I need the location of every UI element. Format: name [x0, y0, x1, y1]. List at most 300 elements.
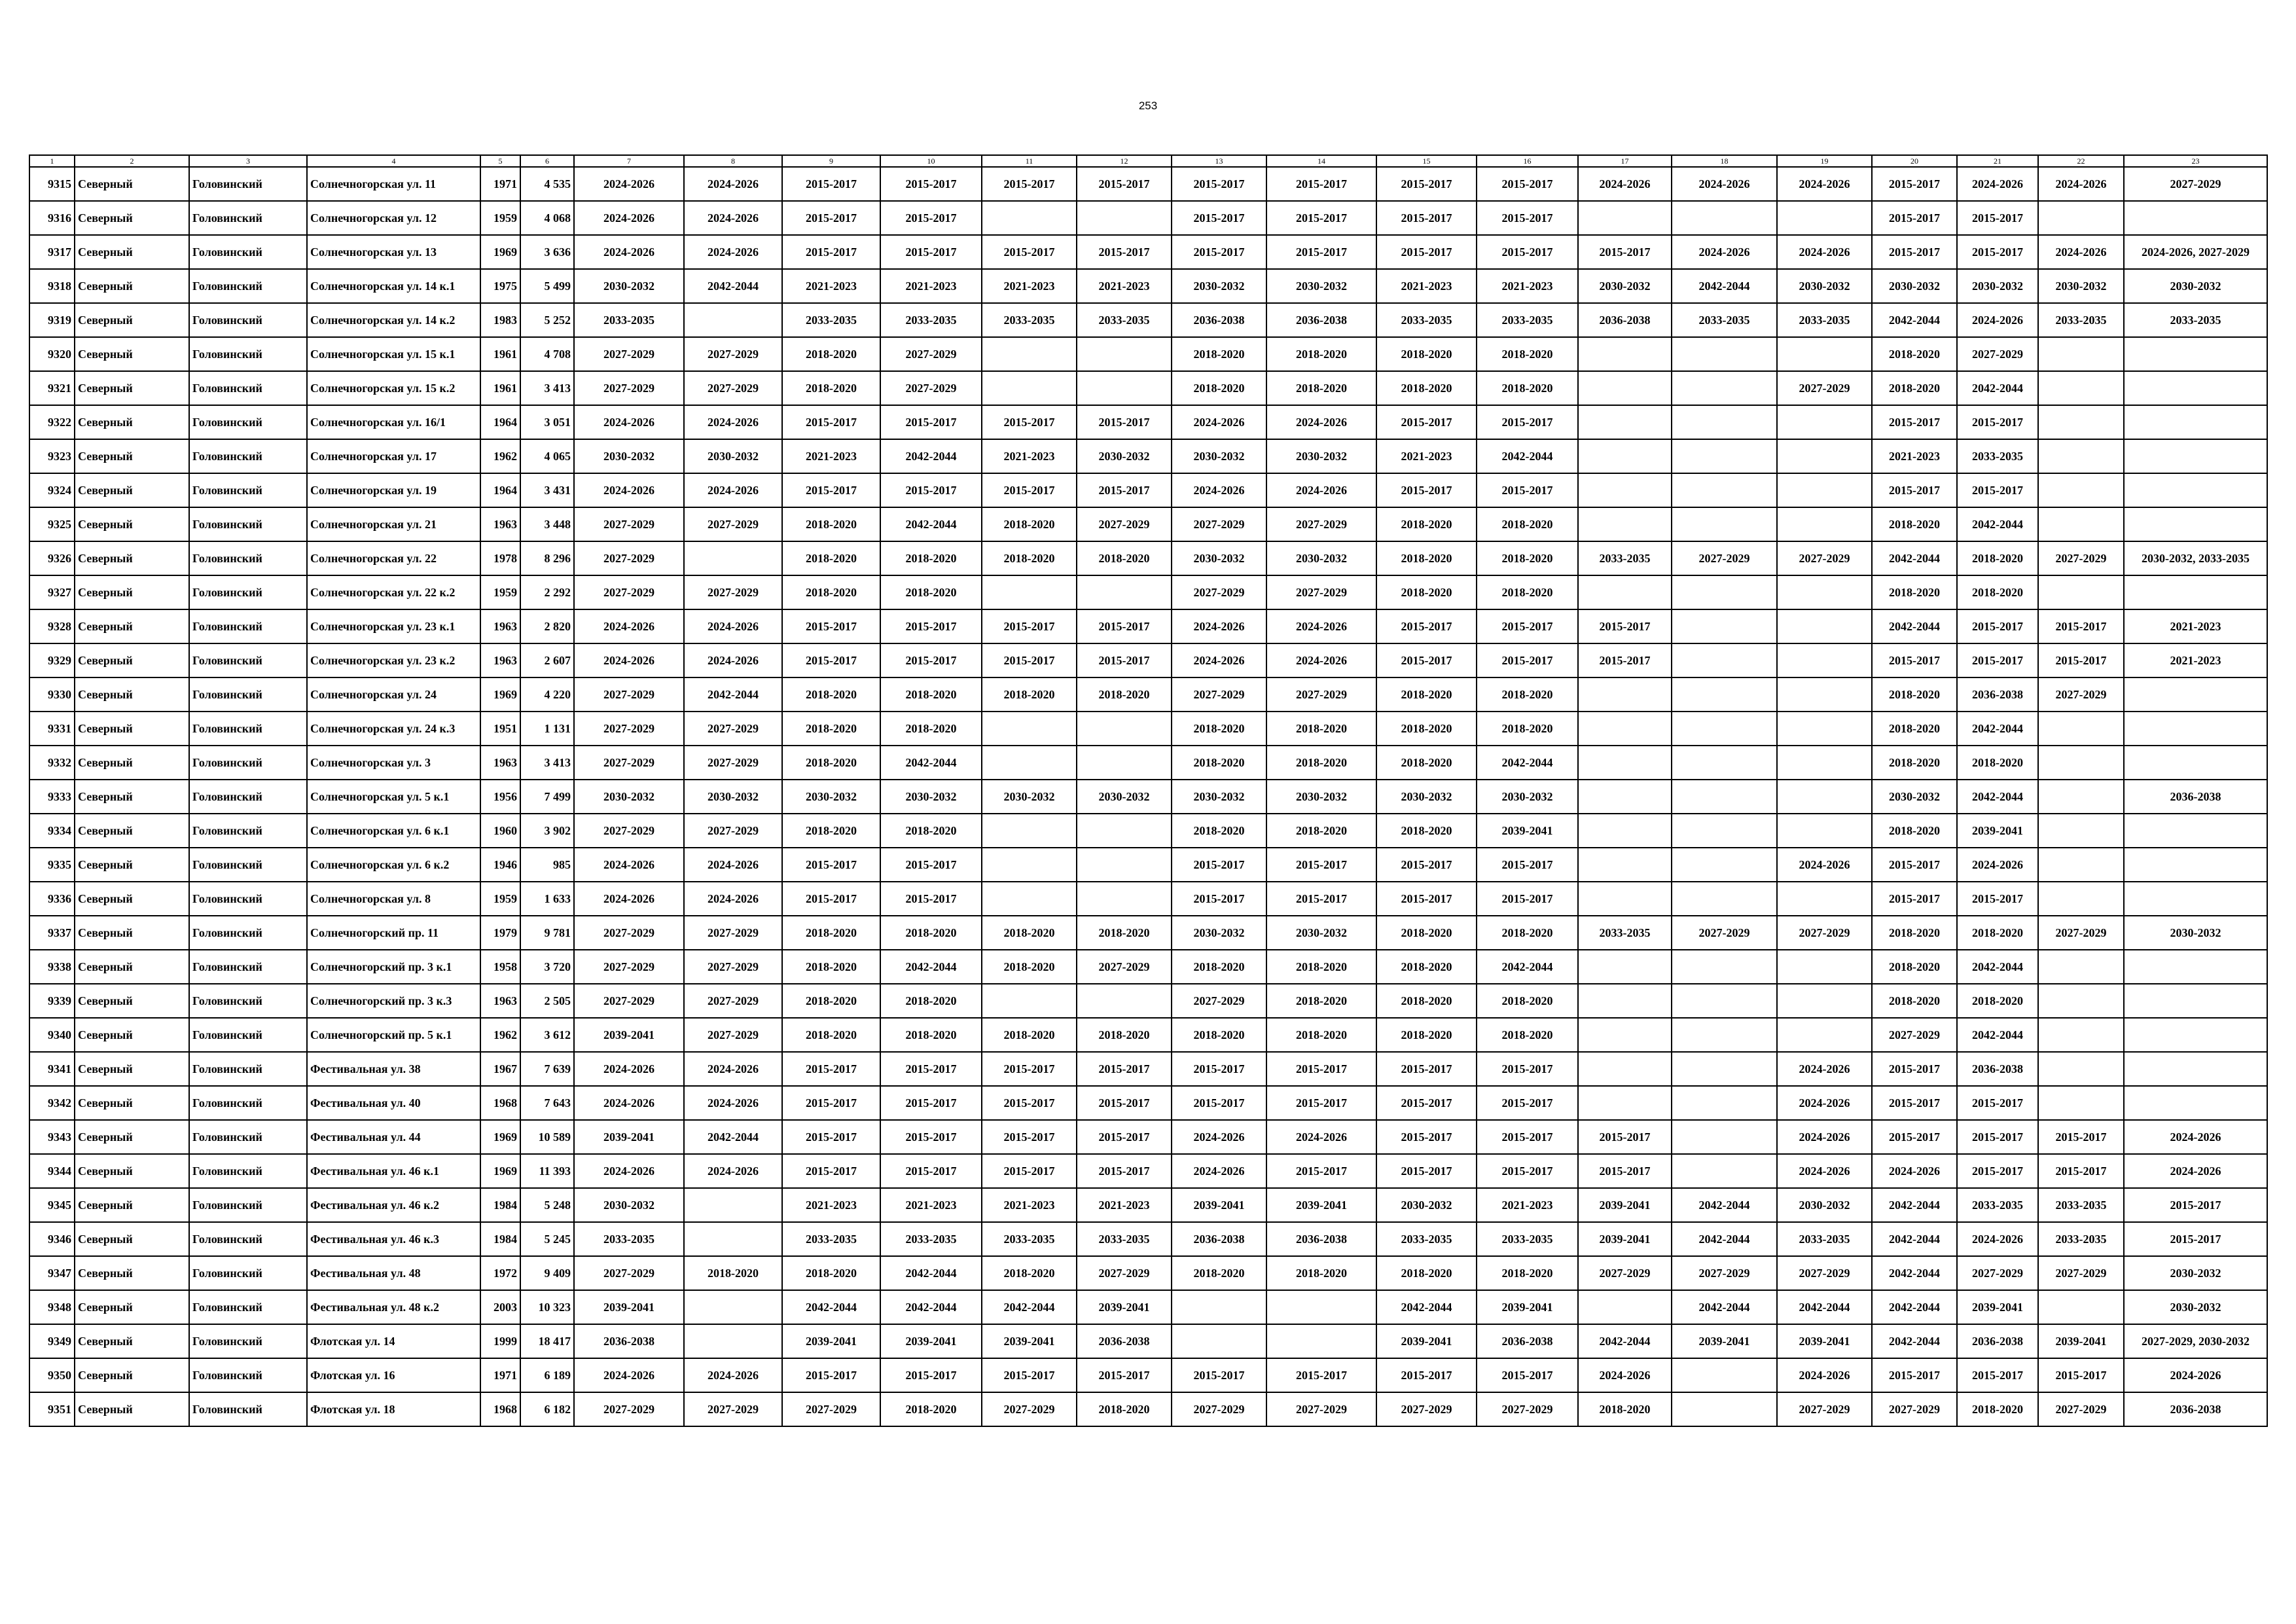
cell-build-year: 1959: [480, 575, 520, 609]
cell-period-17: [1578, 746, 1672, 780]
table-row: [29, 1290, 2267, 1324]
cell-address: Солнечногорская ул. 13: [307, 235, 480, 269]
cell-period-16: 2015-2017: [1477, 643, 1578, 677]
cell-row-number: 9347: [29, 1256, 75, 1290]
cell-period-10: 2015-2017: [880, 473, 982, 507]
cell-period-18: 2042-2044: [1672, 1222, 1777, 1256]
cell-period-19: [1777, 507, 1872, 541]
cell-period-18: 2024-2026: [1672, 235, 1777, 269]
cell-municipality: Головинский: [189, 507, 307, 541]
cell-build-year: 1968: [480, 1086, 520, 1120]
cell-row-number: 9323: [29, 439, 75, 473]
cell-period-13: 2018-2020: [1172, 950, 1266, 984]
cell-row-number: 9332: [29, 746, 75, 780]
cell-address: Солнечногорская ул. 5 к.1: [307, 780, 480, 814]
cell-period-16: 2033-2035: [1477, 1222, 1578, 1256]
cell-address: Солнечногорская ул. 22: [307, 541, 480, 575]
cell-period-14: 2015-2017: [1266, 1052, 1376, 1086]
cell-period-21: 2036-2038: [1957, 1052, 2038, 1086]
cell-period-19: [1777, 201, 1872, 235]
cell-period-16: 2015-2017: [1477, 235, 1578, 269]
cell-period-10: 2042-2044: [880, 1290, 982, 1324]
cell-address: Солнечногорская ул. 17: [307, 439, 480, 473]
table-row: [29, 643, 2267, 677]
cell-period-15: 2015-2017: [1376, 882, 1477, 916]
cell-period-21: 2015-2017: [1957, 235, 2038, 269]
table-row: [29, 746, 2267, 780]
cell-period-17: 2018-2020: [1578, 1392, 1672, 1426]
table-row: [29, 1256, 2267, 1290]
cell-period-21: 2018-2020: [1957, 541, 2038, 575]
cell-area: 3 413: [520, 371, 574, 405]
cell-period-9: 2027-2029: [782, 1392, 880, 1426]
cell-build-year: 1984: [480, 1222, 520, 1256]
cell-build-year: 1962: [480, 439, 520, 473]
cell-build-year: 1963: [480, 609, 520, 643]
cell-area: 985: [520, 848, 574, 882]
cell-period-8: 2024-2026: [684, 1154, 782, 1188]
cell-address: Фестивальная ул. 48 к.2: [307, 1290, 480, 1324]
cell-period-13: 2030-2032: [1172, 916, 1266, 950]
cell-period-13: 2030-2032: [1172, 780, 1266, 814]
cell-period-15: 2018-2020: [1376, 916, 1477, 950]
cell-address: Солнечногорская ул. 24 к.3: [307, 712, 480, 746]
cell-period-8: 2018-2020: [684, 1256, 782, 1290]
cell-period-23: 2024-2026: [2124, 1120, 2267, 1154]
cell-period-9: 2015-2017: [782, 167, 880, 201]
cell-period-21: 2024-2026: [1957, 848, 2038, 882]
cell-period-12: 2015-2017: [1077, 473, 1172, 507]
cell-district: Северный: [75, 235, 189, 269]
cell-period-21: 2042-2044: [1957, 712, 2038, 746]
cell-period-16: 2015-2017: [1477, 1052, 1578, 1086]
cell-address: Солнечногорский пр. 5 к.1: [307, 1018, 480, 1052]
table-row: [29, 371, 2267, 405]
cell-area: 3 612: [520, 1018, 574, 1052]
cell-period-14: 2030-2032: [1266, 269, 1376, 303]
cell-period-12: 2030-2032: [1077, 780, 1172, 814]
cell-period-13: 2024-2026: [1172, 643, 1266, 677]
cell-period-8: 2027-2029: [684, 1018, 782, 1052]
cell-period-19: [1777, 950, 1872, 984]
cell-period-11: 2015-2017: [982, 609, 1077, 643]
cell-period-8: [684, 1290, 782, 1324]
cell-period-11: 2018-2020: [982, 1018, 1077, 1052]
cell-district: Северный: [75, 337, 189, 371]
cell-period-21: 2018-2020: [1957, 1392, 2038, 1426]
cell-build-year: 2003: [480, 1290, 520, 1324]
column-number-18: 18: [1672, 155, 1777, 167]
cell-municipality: Головинский: [189, 337, 307, 371]
table-row: [29, 1222, 2267, 1256]
cell-district: Северный: [75, 712, 189, 746]
table-row: [29, 201, 2267, 235]
cell-period-21: 2030-2032: [1957, 269, 2038, 303]
cell-period-18: [1672, 677, 1777, 712]
cell-area: 3 720: [520, 950, 574, 984]
cell-period-11: 2015-2017: [982, 1358, 1077, 1392]
cell-period-10: 2015-2017: [880, 1358, 982, 1392]
table-row: [29, 677, 2267, 712]
cell-period-11: 2033-2035: [982, 303, 1077, 337]
cell-period-14: 2018-2020: [1266, 337, 1376, 371]
cell-period-23: 2027-2029: [2124, 167, 2267, 201]
cell-build-year: 1969: [480, 1120, 520, 1154]
cell-build-year: 1983: [480, 303, 520, 337]
cell-district: Северный: [75, 780, 189, 814]
cell-period-14: 2024-2026: [1266, 473, 1376, 507]
cell-period-8: [684, 1188, 782, 1222]
cell-district: Северный: [75, 1188, 189, 1222]
cell-period-21: 2015-2017: [1957, 1358, 2038, 1392]
cell-municipality: Головинский: [189, 303, 307, 337]
cell-period-16: 2015-2017: [1477, 882, 1578, 916]
cell-period-7: 2024-2026: [574, 1154, 684, 1188]
cell-period-22: [2038, 848, 2124, 882]
cell-municipality: Головинский: [189, 1018, 307, 1052]
cell-period-21: 2018-2020: [1957, 746, 2038, 780]
cell-period-17: [1578, 984, 1672, 1018]
cell-period-16: 2018-2020: [1477, 1256, 1578, 1290]
cell-period-22: 2027-2029: [2038, 916, 2124, 950]
cell-period-22: [2038, 950, 2124, 984]
column-number-8: 8: [684, 155, 782, 167]
cell-period-17: [1578, 780, 1672, 814]
cell-period-19: 2024-2026: [1777, 1358, 1872, 1392]
cell-row-number: 9317: [29, 235, 75, 269]
cell-period-13: 2015-2017: [1172, 882, 1266, 916]
cell-period-19: [1777, 677, 1872, 712]
cell-period-13: 2018-2020: [1172, 1018, 1266, 1052]
cell-period-11: [982, 882, 1077, 916]
cell-period-23: 2021-2023: [2124, 609, 2267, 643]
cell-period-12: 2027-2029: [1077, 1256, 1172, 1290]
cell-period-22: [2038, 473, 2124, 507]
cell-period-8: 2027-2029: [684, 984, 782, 1018]
cell-period-9: 2015-2017: [782, 1086, 880, 1120]
cell-row-number: 9338: [29, 950, 75, 984]
cell-period-19: [1777, 712, 1872, 746]
cell-municipality: Головинский: [189, 1256, 307, 1290]
cell-period-18: 2027-2029: [1672, 916, 1777, 950]
cell-period-12: 2015-2017: [1077, 1120, 1172, 1154]
cell-period-23: [2124, 950, 2267, 984]
cell-period-10: 2018-2020: [880, 677, 982, 712]
cell-row-number: 9315: [29, 167, 75, 201]
cell-area: 9 781: [520, 916, 574, 950]
cell-period-9: 2018-2020: [782, 712, 880, 746]
cell-period-9: 2015-2017: [782, 473, 880, 507]
cell-period-20: 2027-2029: [1872, 1018, 1957, 1052]
cell-period-7: 2036-2038: [574, 1324, 684, 1358]
cell-period-12: 2015-2017: [1077, 167, 1172, 201]
cell-area: 7 643: [520, 1086, 574, 1120]
cell-district: Северный: [75, 609, 189, 643]
cell-period-13: 2018-2020: [1172, 746, 1266, 780]
cell-period-22: 2039-2041: [2038, 1324, 2124, 1358]
cell-municipality: Головинский: [189, 371, 307, 405]
cell-period-8: 2027-2029: [684, 712, 782, 746]
cell-period-8: 2027-2029: [684, 814, 782, 848]
cell-address: Фестивальная ул. 44: [307, 1120, 480, 1154]
cell-period-14: [1266, 1324, 1376, 1358]
cell-period-15: 2027-2029: [1376, 1392, 1477, 1426]
cell-period-18: 2027-2029: [1672, 1256, 1777, 1290]
cell-period-8: 2024-2026: [684, 882, 782, 916]
cell-period-14: 2024-2026: [1266, 405, 1376, 439]
column-number-19: 19: [1777, 155, 1872, 167]
cell-period-16: 2015-2017: [1477, 848, 1578, 882]
building-repair-schedule-table: [29, 154, 2268, 1427]
cell-period-8: 2024-2026: [684, 848, 782, 882]
cell-municipality: Головинский: [189, 916, 307, 950]
cell-period-17: 2015-2017: [1578, 235, 1672, 269]
cell-period-7: 2033-2035: [574, 1222, 684, 1256]
cell-period-22: [2038, 371, 2124, 405]
cell-address: Фестивальная ул. 46 к.2: [307, 1188, 480, 1222]
cell-period-18: [1672, 575, 1777, 609]
cell-period-14: 2036-2038: [1266, 303, 1376, 337]
cell-period-20: 2015-2017: [1872, 405, 1957, 439]
cell-period-9: 2018-2020: [782, 541, 880, 575]
cell-period-14: 2015-2017: [1266, 235, 1376, 269]
cell-period-16: 2015-2017: [1477, 201, 1578, 235]
cell-area: 3 431: [520, 473, 574, 507]
cell-period-13: 2015-2017: [1172, 167, 1266, 201]
cell-period-15: 2042-2044: [1376, 1290, 1477, 1324]
cell-period-8: 2024-2026: [684, 473, 782, 507]
cell-period-7: 2024-2026: [574, 882, 684, 916]
cell-period-21: 2018-2020: [1957, 575, 2038, 609]
table-row: [29, 303, 2267, 337]
cell-district: Северный: [75, 167, 189, 201]
cell-period-15: 2018-2020: [1376, 575, 1477, 609]
cell-period-22: 2015-2017: [2038, 609, 2124, 643]
cell-period-16: 2015-2017: [1477, 1358, 1578, 1392]
cell-row-number: 9343: [29, 1120, 75, 1154]
cell-period-15: 2015-2017: [1376, 1086, 1477, 1120]
cell-municipality: Головинский: [189, 1188, 307, 1222]
cell-area: 1 131: [520, 712, 574, 746]
cell-period-11: 2015-2017: [982, 1120, 1077, 1154]
cell-period-14: 2024-2026: [1266, 1120, 1376, 1154]
cell-period-21: 2015-2017: [1957, 1086, 2038, 1120]
cell-district: Северный: [75, 1358, 189, 1392]
cell-period-9: 2018-2020: [782, 746, 880, 780]
cell-period-21: 2027-2029: [1957, 1256, 2038, 1290]
cell-period-17: 2015-2017: [1578, 609, 1672, 643]
cell-period-11: 2015-2017: [982, 1052, 1077, 1086]
cell-period-22: [2038, 984, 2124, 1018]
cell-area: 2 820: [520, 609, 574, 643]
table-row: [29, 780, 2267, 814]
cell-period-20: 2015-2017: [1872, 1086, 1957, 1120]
cell-period-18: 2042-2044: [1672, 1188, 1777, 1222]
table-row: [29, 848, 2267, 882]
cell-period-9: 2018-2020: [782, 337, 880, 371]
cell-municipality: Головинский: [189, 984, 307, 1018]
cell-period-8: 2042-2044: [684, 1120, 782, 1154]
cell-row-number: 9329: [29, 643, 75, 677]
column-number-5: 5: [480, 155, 520, 167]
cell-period-20: 2015-2017: [1872, 167, 1957, 201]
cell-period-10: 2015-2017: [880, 882, 982, 916]
cell-address: Солнечногорская ул. 15 к.1: [307, 337, 480, 371]
cell-area: 4 068: [520, 201, 574, 235]
cell-build-year: 1964: [480, 405, 520, 439]
cell-period-13: 2015-2017: [1172, 1086, 1266, 1120]
cell-period-11: [982, 746, 1077, 780]
cell-period-15: 2018-2020: [1376, 814, 1477, 848]
cell-municipality: Головинский: [189, 950, 307, 984]
cell-period-15: 2018-2020: [1376, 1256, 1477, 1290]
cell-period-9: 2018-2020: [782, 677, 880, 712]
cell-period-14: 2015-2017: [1266, 882, 1376, 916]
cell-address: Солнечногорский пр. 3 к.3: [307, 984, 480, 1018]
cell-build-year: 1972: [480, 1256, 520, 1290]
cell-period-15: 2015-2017: [1376, 167, 1477, 201]
column-number-9: 9: [782, 155, 880, 167]
cell-address: Солнечногорская ул. 15 к.2: [307, 371, 480, 405]
cell-period-7: 2039-2041: [574, 1018, 684, 1052]
cell-period-10: 2015-2017: [880, 1154, 982, 1188]
cell-period-15: 2033-2035: [1376, 303, 1477, 337]
cell-period-17: [1578, 1052, 1672, 1086]
cell-period-22: [2038, 405, 2124, 439]
cell-period-19: 2024-2026: [1777, 1120, 1872, 1154]
cell-period-8: 2030-2032: [684, 439, 782, 473]
cell-period-7: 2027-2029: [574, 371, 684, 405]
cell-period-16: 2042-2044: [1477, 439, 1578, 473]
cell-municipality: Головинский: [189, 643, 307, 677]
cell-period-19: 2039-2041: [1777, 1324, 1872, 1358]
cell-period-23: 2024-2026: [2124, 1358, 2267, 1392]
cell-area: 4 065: [520, 439, 574, 473]
cell-municipality: Головинский: [189, 746, 307, 780]
cell-period-12: 2015-2017: [1077, 609, 1172, 643]
cell-period-16: 2018-2020: [1477, 1018, 1578, 1052]
cell-period-16: 2018-2020: [1477, 712, 1578, 746]
cell-district: Северный: [75, 643, 189, 677]
cell-district: Северный: [75, 950, 189, 984]
cell-period-12: [1077, 882, 1172, 916]
cell-period-16: 2015-2017: [1477, 1086, 1578, 1120]
cell-period-12: [1077, 201, 1172, 235]
cell-area: 18 417: [520, 1324, 574, 1358]
cell-district: Северный: [75, 1086, 189, 1120]
cell-period-11: [982, 201, 1077, 235]
cell-period-19: 2024-2026: [1777, 167, 1872, 201]
cell-period-10: 2015-2017: [880, 405, 982, 439]
cell-period-11: 2015-2017: [982, 167, 1077, 201]
cell-period-17: [1578, 575, 1672, 609]
cell-period-18: [1672, 712, 1777, 746]
cell-period-12: [1077, 746, 1172, 780]
cell-period-22: 2027-2029: [2038, 1392, 2124, 1426]
cell-area: 6 182: [520, 1392, 574, 1426]
cell-area: 3 448: [520, 507, 574, 541]
cell-period-22: 2027-2029: [2038, 541, 2124, 575]
cell-district: Северный: [75, 984, 189, 1018]
cell-period-22: [2038, 575, 2124, 609]
cell-period-23: 2030-2032: [2124, 916, 2267, 950]
cell-period-19: 2033-2035: [1777, 303, 1872, 337]
cell-period-10: 2042-2044: [880, 439, 982, 473]
cell-period-23: [2124, 575, 2267, 609]
cell-period-10: 2015-2017: [880, 848, 982, 882]
cell-period-22: [2038, 712, 2124, 746]
cell-period-13: 2030-2032: [1172, 439, 1266, 473]
cell-period-14: 2027-2029: [1266, 507, 1376, 541]
cell-period-7: 2039-2041: [574, 1120, 684, 1154]
table-body: [29, 167, 2267, 1426]
cell-period-8: 2024-2026: [684, 201, 782, 235]
cell-period-22: [2038, 1086, 2124, 1120]
cell-period-21: 2024-2026: [1957, 303, 2038, 337]
table-row: [29, 337, 2267, 371]
cell-period-12: 2015-2017: [1077, 1086, 1172, 1120]
cell-period-18: [1672, 473, 1777, 507]
cell-period-10: 2018-2020: [880, 541, 982, 575]
cell-period-8: 2027-2029: [684, 916, 782, 950]
cell-period-13: 2024-2026: [1172, 1154, 1266, 1188]
cell-period-7: 2024-2026: [574, 609, 684, 643]
cell-period-7: 2024-2026: [574, 1358, 684, 1392]
cell-period-18: [1672, 201, 1777, 235]
column-number-20: 20: [1872, 155, 1957, 167]
cell-period-10: 2015-2017: [880, 643, 982, 677]
cell-period-13: 2030-2032: [1172, 541, 1266, 575]
cell-period-11: 2015-2017: [982, 405, 1077, 439]
cell-period-8: 2024-2026: [684, 167, 782, 201]
cell-address: Солнечногорская ул. 12: [307, 201, 480, 235]
cell-period-9: 2018-2020: [782, 1256, 880, 1290]
cell-period-18: [1672, 1154, 1777, 1188]
cell-district: Северный: [75, 1392, 189, 1426]
table-row: [29, 507, 2267, 541]
cell-period-14: 2018-2020: [1266, 712, 1376, 746]
cell-district: Северный: [75, 1222, 189, 1256]
cell-period-19: 2024-2026: [1777, 235, 1872, 269]
cell-period-7: 2027-2029: [574, 337, 684, 371]
cell-period-9: 2018-2020: [782, 916, 880, 950]
cell-period-17: [1578, 848, 1672, 882]
cell-period-15: 2033-2035: [1376, 1222, 1477, 1256]
cell-period-17: [1578, 473, 1672, 507]
cell-period-12: 2027-2029: [1077, 950, 1172, 984]
table-row: [29, 882, 2267, 916]
cell-period-14: 2018-2020: [1266, 984, 1376, 1018]
cell-build-year: 1978: [480, 541, 520, 575]
cell-period-8: [684, 541, 782, 575]
cell-period-12: 2021-2023: [1077, 1188, 1172, 1222]
cell-period-14: 2027-2029: [1266, 677, 1376, 712]
cell-row-number: 9328: [29, 609, 75, 643]
cell-period-13: 2036-2038: [1172, 303, 1266, 337]
cell-period-18: [1672, 1120, 1777, 1154]
cell-address: Фестивальная ул. 46 к.3: [307, 1222, 480, 1256]
cell-period-23: 2030-2032: [2124, 1256, 2267, 1290]
cell-period-12: 2033-2035: [1077, 303, 1172, 337]
cell-period-13: 2039-2041: [1172, 1188, 1266, 1222]
cell-period-22: 2027-2029: [2038, 1256, 2124, 1290]
cell-period-20: 2042-2044: [1872, 1324, 1957, 1358]
cell-area: 5 245: [520, 1222, 574, 1256]
cell-period-9: 2015-2017: [782, 1052, 880, 1086]
cell-period-20: 2015-2017: [1872, 882, 1957, 916]
cell-period-13: 2015-2017: [1172, 235, 1266, 269]
cell-area: 3 413: [520, 746, 574, 780]
